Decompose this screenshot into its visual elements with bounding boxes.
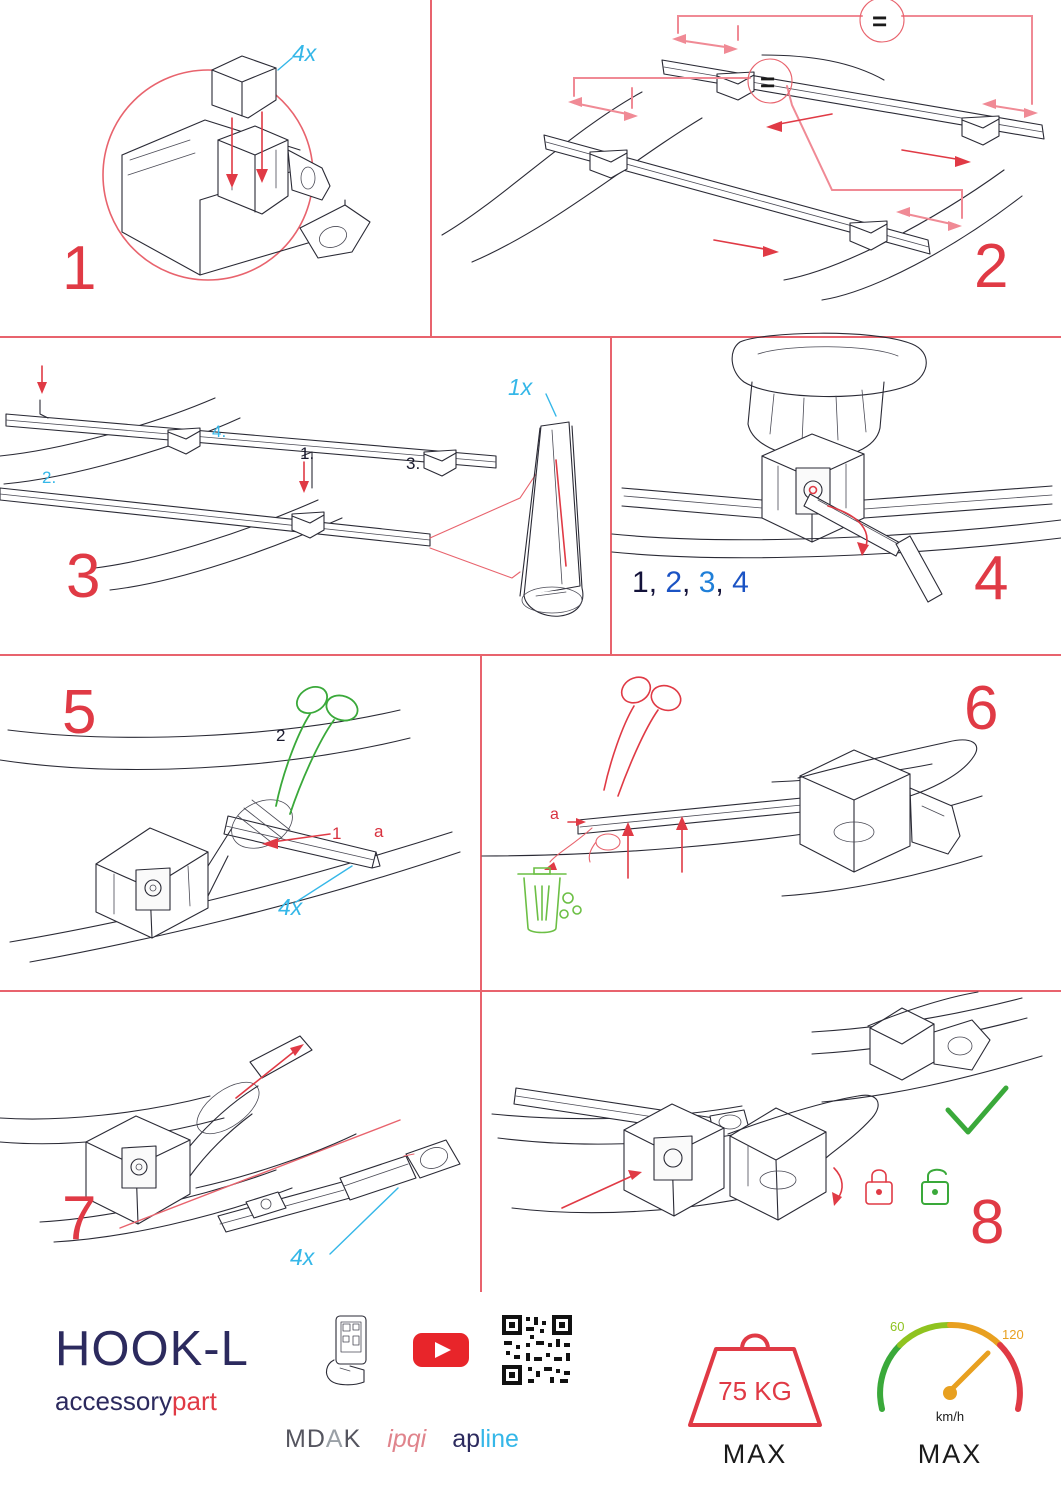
- step-6-marker-a: a: [550, 806, 559, 823]
- step-5-number: 5: [62, 678, 98, 747]
- brand-sub-accessory: accessory: [55, 1386, 173, 1416]
- max-speed-label: MAX: [917, 1439, 983, 1469]
- step-3-number: 3: [66, 542, 102, 611]
- step-7-quantity-label: 4x: [290, 1244, 315, 1270]
- partner-mdak-a: MD: [285, 1425, 326, 1453]
- speed-tick-120: 120: [1002, 1327, 1024, 1342]
- step-4-panel: [612, 338, 1061, 654]
- footer-partners: [285, 1425, 519, 1454]
- step-3-order-3: 3.: [406, 454, 421, 473]
- max-load-value: 75 KG: [718, 1376, 792, 1406]
- brand-subtitle: [55, 1388, 249, 1414]
- step-4-sequence-label: [632, 566, 749, 600]
- step-3-panel: [0, 338, 610, 654]
- partner-apline-a: ap: [452, 1425, 480, 1453]
- step-5-marker-a: a: [374, 822, 384, 841]
- step-7-panel: [0, 992, 480, 1292]
- footer-icon-row: [320, 1313, 574, 1387]
- step-5-order-2: 2: [276, 726, 286, 745]
- step-1-quantity-label: 4x: [292, 40, 317, 66]
- qr-scan-phone-icon[interactable]: [320, 1314, 382, 1386]
- step-2-equal-label-2: =: [760, 67, 776, 97]
- step-5-order-1: 1: [332, 824, 342, 843]
- step-6-number: 6: [964, 674, 1000, 743]
- max-speed-icon: [860, 1309, 1040, 1435]
- partner-apline-b: line: [480, 1425, 519, 1453]
- step-6-panel: [482, 656, 1061, 990]
- step-7-number: 7: [62, 1184, 98, 1253]
- step-4-seq-text: 1, 2, 3, 4: [632, 566, 749, 599]
- step-2-equal-label-1: =: [872, 6, 888, 36]
- partner-mdak-v: A: [325, 1425, 344, 1453]
- partner-ipqi: ipqi: [387, 1425, 427, 1453]
- brand-title: HOOK-L: [55, 1322, 249, 1376]
- step-3-quantity-label: 1x: [508, 374, 533, 400]
- footer: [0, 1295, 1061, 1500]
- step-2-illustration: [432, 0, 1061, 336]
- brand-block: [55, 1322, 249, 1416]
- partner-mdak-b: K: [343, 1425, 362, 1453]
- step-8-number: 8: [970, 1188, 1006, 1257]
- qr-code-icon[interactable]: [500, 1313, 574, 1387]
- partner-mdak: [285, 1425, 361, 1454]
- max-load-icon: [660, 1315, 850, 1435]
- step-4-number: 4: [974, 544, 1010, 613]
- speed-unit: km/h: [935, 1409, 965, 1424]
- step-2-number: 2: [974, 232, 1010, 301]
- step-3-order-1: 1.: [300, 444, 315, 463]
- youtube-icon[interactable]: [412, 1329, 470, 1371]
- step-8-panel: [482, 992, 1061, 1292]
- step-5-panel: [0, 656, 480, 990]
- step-3-order-4: 4.: [212, 422, 227, 441]
- step-5-quantity-label: 4x: [278, 894, 303, 920]
- speed-tick-60: 60: [890, 1319, 905, 1334]
- brand-sub-part: part: [172, 1386, 217, 1416]
- max-speed-block: [860, 1309, 1040, 1470]
- step-1-number: 1: [62, 234, 98, 303]
- step-3-order-2: 2.: [42, 468, 57, 487]
- max-load-block: [660, 1315, 850, 1470]
- step-1-panel: [0, 0, 430, 336]
- partner-apline: [452, 1425, 519, 1454]
- max-load-label: MAX: [722, 1439, 788, 1469]
- step-2-panel: [432, 0, 1061, 336]
